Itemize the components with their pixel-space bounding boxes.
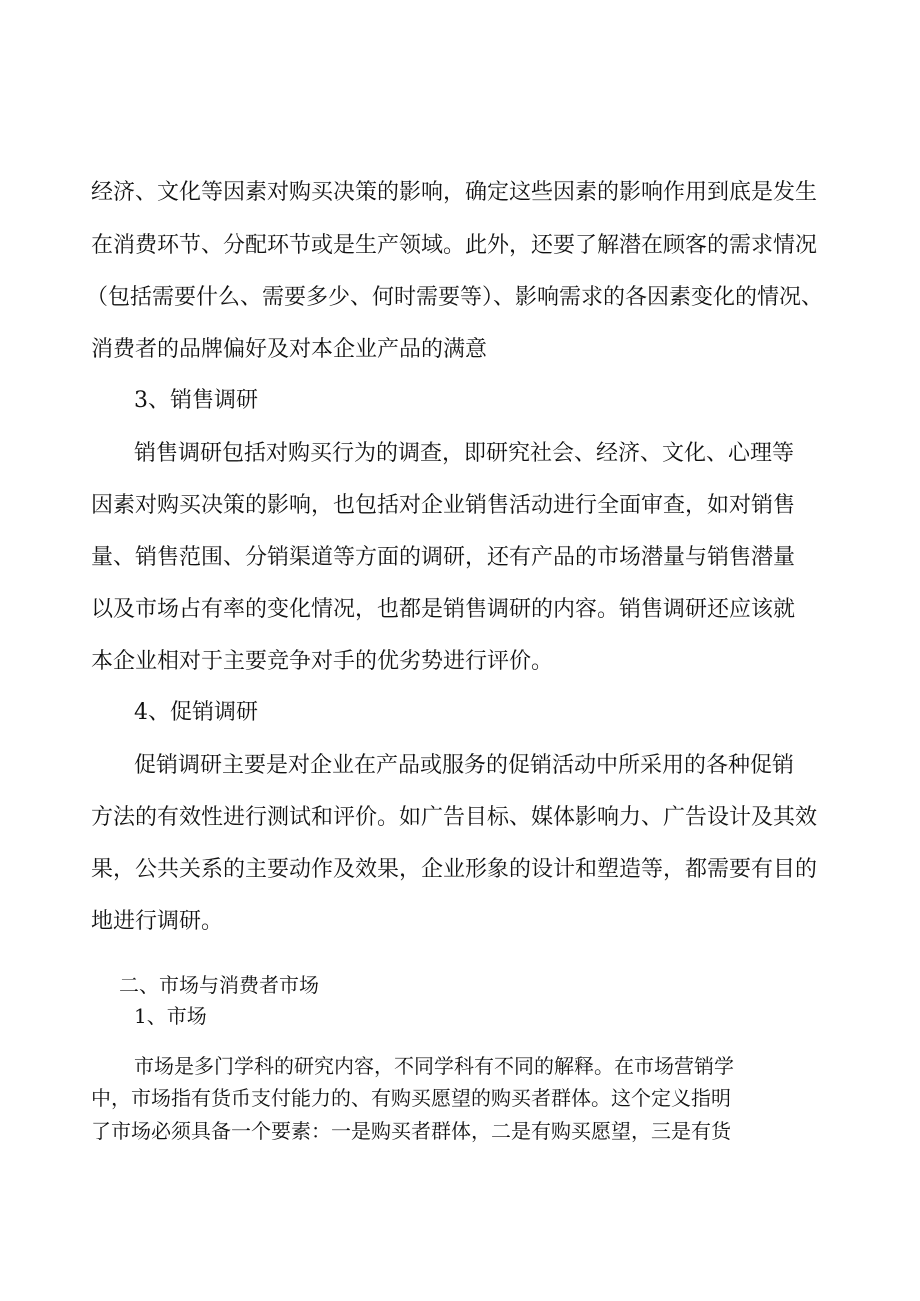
body-line: 地进行调研。 [91, 909, 224, 934]
body-line: 消费者的品牌偏好及对本企业产品的满意 [91, 337, 488, 362]
body-line: 果，公共关系的主要动作及效果，企业形象的设计和塑造等，都需要有目的 [91, 857, 818, 882]
body-line: 在消费环节、分配环节或是生产领域。此外，还要了解潜在顾客的需求情况 [91, 233, 818, 258]
body-line: 中，市场指有货币支付能力的、有购买愿望的购买者群体。这个定义指明 [91, 1086, 731, 1110]
body-line: 因素对购买决策的影响，也包括对企业销售活动进行全面审查，如对销售 [91, 493, 796, 518]
chapter-heading: 二、市场与消费者市场 [119, 973, 319, 997]
section-heading: 1、市场 [134, 1004, 207, 1028]
body-line: 以及市场占有率的变化情况，也都是销售调研的内容。销售调研还应该就 [91, 597, 796, 622]
body-line: 方法的有效性进行测试和评价。如广告目标、媒体影响力、广告设计及其效 [91, 805, 818, 830]
body-line: 经济、文化等因素对购买决策的影响，确定这些因素的影响作用到底是发生 [91, 180, 818, 205]
body-line: 市场是多门学科的研究内容，不同学科有不同的解释。在市场营销学 [134, 1054, 734, 1078]
body-line: 量、销售范围、分销渠道等方面的调研，还有产品的市场潜量与销售潜量 [91, 545, 796, 570]
body-line: 本企业相对于主要竞争对手的优劣势进行评价。 [91, 649, 554, 674]
body-line: 促销调研主要是对企业在产品或服务的促销活动中所采用的各种促销 [134, 753, 795, 778]
body-line: 了市场必须具备一个要素：一是购买者群体，二是有购买愿望，三是有货 [91, 1119, 731, 1143]
body-line: 销售调研包括对购买行为的调查，即研究社会、经济、文化、心理等 [134, 441, 795, 466]
section-heading: 3、销售调研 [134, 388, 258, 413]
body-line: （包括需要什么、需要多少、何时需要等）、影响需求的各因素变化的情况、 [86, 285, 824, 310]
section-heading: 4、促销调研 [134, 700, 258, 725]
